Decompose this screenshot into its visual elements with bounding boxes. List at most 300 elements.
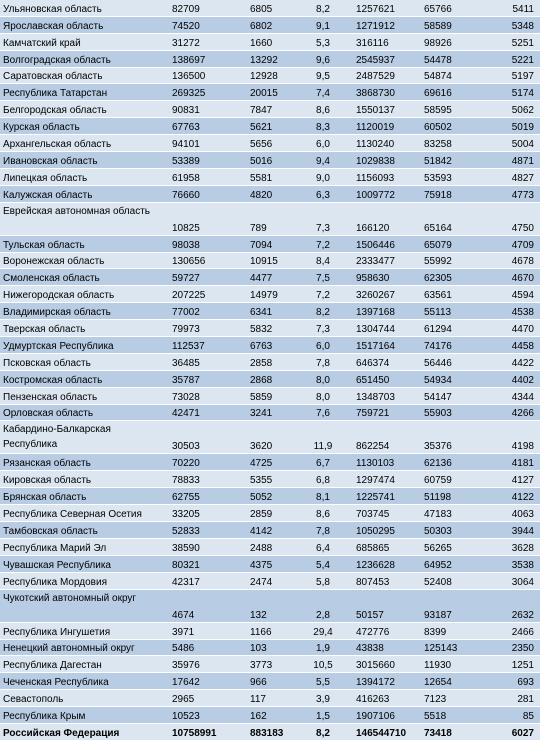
value-cell-3: 5,5: [300, 673, 346, 690]
region-name-cell: Чувашская Республика: [0, 555, 168, 572]
value-cell-5: 8399: [418, 622, 482, 639]
value-cell-1: 136500: [168, 67, 242, 84]
table-row: [0, 202, 540, 235]
value-cell-1: 112537: [168, 337, 242, 354]
value-cell-1: 52833: [168, 522, 242, 539]
value-cell-3: 7,3: [300, 202, 346, 235]
value-cell-4: 1009772: [346, 185, 418, 202]
region-name-cell: Архангельская область: [0, 135, 168, 152]
value-cell-5: 55113: [418, 303, 482, 320]
value-cell-2: 103: [242, 639, 300, 656]
value-cell-4: 1029838: [346, 152, 418, 169]
table-row: [0, 84, 540, 101]
value-cell-5: 98926: [418, 33, 482, 50]
value-cell-6: 5174: [482, 84, 540, 101]
table-row: [0, 50, 540, 67]
value-cell-2: 4375: [242, 555, 300, 572]
region-name-cell: Воронежская область: [0, 252, 168, 269]
value-cell-4: 316116: [346, 33, 418, 50]
value-cell-5: 65079: [418, 235, 482, 252]
value-cell-4: 651450: [346, 370, 418, 387]
value-cell-4: 43838: [346, 639, 418, 656]
value-cell-6: 4402: [482, 370, 540, 387]
region-name-cell: Кировская область: [0, 471, 168, 488]
value-cell-4: 2333477: [346, 252, 418, 269]
value-cell-3: 3,9: [300, 690, 346, 707]
value-cell-5: 52408: [418, 572, 482, 589]
value-cell-1: 62755: [168, 488, 242, 505]
table-row: [0, 269, 540, 286]
value-cell-5: 93187: [418, 589, 482, 622]
value-cell-6: 4181: [482, 454, 540, 471]
value-cell-5: 62305: [418, 269, 482, 286]
table-row: [0, 16, 540, 33]
region-name-cell: Севастополь: [0, 690, 168, 707]
value-cell-6: 4678: [482, 252, 540, 269]
table-row: [0, 118, 540, 135]
value-cell-5: 64952: [418, 555, 482, 572]
table-row: [0, 421, 540, 454]
value-cell-4: 1130103: [346, 454, 418, 471]
value-cell-2: 6763: [242, 337, 300, 354]
table-row: [0, 33, 540, 50]
value-cell-6: 3628: [482, 538, 540, 555]
value-cell-2: 4725: [242, 454, 300, 471]
region-name-cell: Ивановская область: [0, 152, 168, 169]
value-cell-5: 69616: [418, 84, 482, 101]
value-cell-4: 1297474: [346, 471, 418, 488]
value-cell-2: 6802: [242, 16, 300, 33]
value-cell-1: 269325: [168, 84, 242, 101]
value-cell-3: 29,4: [300, 622, 346, 639]
table-row: [0, 656, 540, 673]
region-name-cell: Чеченская Республика: [0, 673, 168, 690]
value-cell-6: 4594: [482, 286, 540, 303]
value-cell-6: 4127: [482, 471, 540, 488]
region-name-cell: Еврейская автономная область: [0, 202, 168, 235]
table-row: [0, 707, 540, 724]
value-cell-4: 703745: [346, 505, 418, 522]
value-cell-3: 7,2: [300, 235, 346, 252]
value-cell-6: 5019: [482, 118, 540, 135]
region-name-cell: Курская область: [0, 118, 168, 135]
value-cell-4: 1257621: [346, 0, 418, 16]
value-cell-1: 73028: [168, 387, 242, 404]
value-cell-5: 83258: [418, 135, 482, 152]
table-row: [0, 387, 540, 404]
region-name-cell: Саратовская область: [0, 67, 168, 84]
value-cell-4: 1517164: [346, 337, 418, 354]
value-cell-5: 56446: [418, 353, 482, 370]
value-cell-1: 3971: [168, 622, 242, 639]
value-cell-5: 65164: [418, 202, 482, 235]
value-cell-6: 2350: [482, 639, 540, 656]
value-cell-4: 472776: [346, 622, 418, 639]
value-cell-5: 65766: [418, 0, 482, 16]
value-cell-3: 7,5: [300, 269, 346, 286]
value-cell-5: 63561: [418, 286, 482, 303]
value-cell-2: 3620: [242, 421, 300, 454]
value-cell-1: 76660: [168, 185, 242, 202]
value-cell-6: 4709: [482, 235, 540, 252]
value-cell-3: 10,5: [300, 656, 346, 673]
value-cell-3: 11,9: [300, 421, 346, 454]
value-cell-5: 61294: [418, 320, 482, 337]
value-cell-2: 5052: [242, 488, 300, 505]
value-cell-6: 4422: [482, 353, 540, 370]
total-row: [0, 723, 540, 740]
value-cell-1: 90831: [168, 101, 242, 118]
value-cell-2: 789: [242, 202, 300, 235]
table-row: [0, 404, 540, 421]
value-cell-4: 1394172: [346, 673, 418, 690]
value-cell-1: 130656: [168, 252, 242, 269]
value-cell-3: 6,4: [300, 538, 346, 555]
value-cell-3: 8,2: [300, 303, 346, 320]
value-cell-6: 4344: [482, 387, 540, 404]
table-row: [0, 0, 540, 16]
value-cell-3: 9,4: [300, 152, 346, 169]
value-cell-4: 1506446: [346, 235, 418, 252]
region-name-cell: Удмуртская Республика: [0, 337, 168, 354]
table-row: [0, 152, 540, 169]
value-cell-1: 5486: [168, 639, 242, 656]
value-cell-3: 6,0: [300, 337, 346, 354]
value-cell-3: 9,0: [300, 168, 346, 185]
value-cell-3: 8,1: [300, 488, 346, 505]
value-cell-4: 1050295: [346, 522, 418, 539]
value-cell-4: 1550137: [346, 101, 418, 118]
value-cell-1: 94101: [168, 135, 242, 152]
value-cell-6: 5348: [482, 16, 540, 33]
table-row: [0, 572, 540, 589]
region-name-cell: Республика Марий Эл: [0, 538, 168, 555]
value-cell-4: 759721: [346, 404, 418, 421]
value-cell-1: 74520: [168, 16, 242, 33]
value-cell-2: 5581: [242, 168, 300, 185]
value-cell-5: 60502: [418, 118, 482, 135]
table-row: [0, 185, 540, 202]
value-cell-4: 1304744: [346, 320, 418, 337]
value-cell-6: 3064: [482, 572, 540, 589]
value-cell-5: 74176: [418, 337, 482, 354]
region-name-cell: Псковская область: [0, 353, 168, 370]
value-cell-4: 958630: [346, 269, 418, 286]
value-cell-1: 138697: [168, 50, 242, 67]
value-cell-1: 79973: [168, 320, 242, 337]
value-cell-6: 85: [482, 707, 540, 724]
value-cell-4: 1156093: [346, 168, 418, 185]
region-name-cell: Рязанская область: [0, 454, 168, 471]
table-row: [0, 286, 540, 303]
value-cell-3: 5,3: [300, 33, 346, 50]
region-name-cell: Ярославская область: [0, 16, 168, 33]
table-row: [0, 337, 540, 354]
value-cell-6: 4063: [482, 505, 540, 522]
value-cell-6: 5221: [482, 50, 540, 67]
value-cell-2: 7094: [242, 235, 300, 252]
value-cell-1: 4674: [168, 589, 242, 622]
value-cell-1: 31272: [168, 33, 242, 50]
value-cell-6: 5062: [482, 101, 540, 118]
value-cell-1: 10825: [168, 202, 242, 235]
value-cell-1: 80321: [168, 555, 242, 572]
region-name-cell: Белгородская область: [0, 101, 168, 118]
value-cell-1: 2965: [168, 690, 242, 707]
value-cell-5: 50303: [418, 522, 482, 539]
table-row: [0, 538, 540, 555]
value-cell-2: 117: [242, 690, 300, 707]
region-name-cell: Нижегородская область: [0, 286, 168, 303]
value-cell-4: 862254: [346, 421, 418, 454]
value-cell-2: 10915: [242, 252, 300, 269]
region-name-cell: Тамбовская область: [0, 522, 168, 539]
region-name-cell: Смоленская область: [0, 269, 168, 286]
table-row: [0, 622, 540, 639]
value-cell-2: 4142: [242, 522, 300, 539]
table-row: [0, 101, 540, 118]
value-cell-4: 646374: [346, 353, 418, 370]
value-cell-3: 5,8: [300, 572, 346, 589]
table-row: [0, 589, 540, 622]
region-name-cell: Республика Ингушетия: [0, 622, 168, 639]
value-cell-5: 51842: [418, 152, 482, 169]
value-cell-4: 3868730: [346, 84, 418, 101]
region-name-cell: Пензенская область: [0, 387, 168, 404]
value-cell-3: 8,2: [300, 0, 346, 16]
region-name-cell: Республика Татарстан: [0, 84, 168, 101]
value-cell-6: 4266: [482, 404, 540, 421]
value-cell-2: 5832: [242, 320, 300, 337]
value-cell-1: 61958: [168, 168, 242, 185]
value-cell-3: 8,6: [300, 505, 346, 522]
value-cell-4: 1130240: [346, 135, 418, 152]
value-cell-4: 1271912: [346, 16, 418, 33]
value-cell-3: 1,9: [300, 639, 346, 656]
value-cell-2: 132: [242, 589, 300, 622]
value-cell-1: 78833: [168, 471, 242, 488]
value-cell-3: 7,4: [300, 84, 346, 101]
value-cell-2: 13292: [242, 50, 300, 67]
value-cell-2: 2859: [242, 505, 300, 522]
value-cell-3: 5,4: [300, 555, 346, 572]
value-cell-5: 12654: [418, 673, 482, 690]
value-cell-3: 8,3: [300, 118, 346, 135]
value-cell-4: 1348703: [346, 387, 418, 404]
value-cell-5: 54147: [418, 387, 482, 404]
table-row: [0, 522, 540, 539]
value-cell-1: 77002: [168, 303, 242, 320]
value-cell-5: 5518: [418, 707, 482, 724]
value-cell-1: 35787: [168, 370, 242, 387]
value-cell-6: 1251: [482, 656, 540, 673]
region-name-cell: Республика Дагестан: [0, 656, 168, 673]
value-cell-1: 30503: [168, 421, 242, 454]
value-cell-1: 207225: [168, 286, 242, 303]
value-cell-3: 8,6: [300, 101, 346, 118]
value-cell-2: 3773: [242, 656, 300, 673]
table-row: [0, 353, 540, 370]
value-cell-2: 5016: [242, 152, 300, 169]
value-cell-2: 12928: [242, 67, 300, 84]
value-cell-4: 1907106: [346, 707, 418, 724]
table-row: [0, 454, 540, 471]
region-name-cell: Кабардино-Балкарская Республика: [0, 421, 168, 454]
value-cell-3: 6,3: [300, 185, 346, 202]
region-name-cell: Чукотский автономный округ: [0, 589, 168, 622]
region-name-cell: Камчатский край: [0, 33, 168, 50]
value-cell-2: 5656: [242, 135, 300, 152]
value-cell-6: 2466: [482, 622, 540, 639]
value-cell-3: 8,0: [300, 387, 346, 404]
table-row: [0, 555, 540, 572]
value-cell-5: 51198: [418, 488, 482, 505]
table-row: [0, 67, 540, 84]
region-name-cell: Липецкая область: [0, 168, 168, 185]
value-cell-1: 36485: [168, 353, 242, 370]
value-cell-5: 62136: [418, 454, 482, 471]
value-cell-6: 5004: [482, 135, 540, 152]
value-cell-1: 42471: [168, 404, 242, 421]
value-cell-5: 53593: [418, 168, 482, 185]
value-cell-3: 9,1: [300, 16, 346, 33]
value-cell-4: 3015660: [346, 656, 418, 673]
value-cell-1: 53389: [168, 152, 242, 169]
value-cell-2: 966: [242, 673, 300, 690]
region-name-cell: Российская Федерация: [0, 723, 168, 740]
table-row: [0, 252, 540, 269]
value-cell-2: 2474: [242, 572, 300, 589]
region-name-cell: Республика Крым: [0, 707, 168, 724]
value-cell-4: 416263: [346, 690, 418, 707]
value-cell-1: 33205: [168, 505, 242, 522]
value-cell-5: 125143: [418, 639, 482, 656]
value-cell-6: 2632: [482, 589, 540, 622]
value-cell-2: 14979: [242, 286, 300, 303]
value-cell-2: 883183: [242, 723, 300, 740]
value-cell-2: 2868: [242, 370, 300, 387]
region-name-cell: Костромская область: [0, 370, 168, 387]
value-cell-5: 58589: [418, 16, 482, 33]
value-cell-4: 3260267: [346, 286, 418, 303]
table-row: [0, 488, 540, 505]
value-cell-3: 8,0: [300, 370, 346, 387]
value-cell-6: 4122: [482, 488, 540, 505]
value-cell-6: 5251: [482, 33, 540, 50]
value-cell-6: 4198: [482, 421, 540, 454]
value-cell-5: 75918: [418, 185, 482, 202]
table-row: [0, 135, 540, 152]
value-cell-1: 35976: [168, 656, 242, 673]
value-cell-6: 4750: [482, 202, 540, 235]
value-cell-4: 2487529: [346, 67, 418, 84]
value-cell-6: 6027: [482, 723, 540, 740]
region-name-cell: Волгоградская область: [0, 50, 168, 67]
value-cell-6: 281: [482, 690, 540, 707]
value-cell-2: 5621: [242, 118, 300, 135]
value-cell-4: 50157: [346, 589, 418, 622]
value-cell-4: 807453: [346, 572, 418, 589]
value-cell-4: 1225741: [346, 488, 418, 505]
value-cell-5: 11930: [418, 656, 482, 673]
value-cell-1: 42317: [168, 572, 242, 589]
value-cell-3: 6,8: [300, 471, 346, 488]
value-cell-2: 5859: [242, 387, 300, 404]
value-cell-2: 5355: [242, 471, 300, 488]
value-cell-1: 38590: [168, 538, 242, 555]
value-cell-4: 166120: [346, 202, 418, 235]
value-cell-6: 4538: [482, 303, 540, 320]
value-cell-4: 1236628: [346, 555, 418, 572]
region-name-cell: Республика Мордовия: [0, 572, 168, 589]
table-row: [0, 690, 540, 707]
value-cell-4: 685865: [346, 538, 418, 555]
value-cell-2: 2858: [242, 353, 300, 370]
value-cell-6: 5411: [482, 0, 540, 16]
value-cell-5: 54934: [418, 370, 482, 387]
region-name-cell: Ульяновская область: [0, 0, 168, 16]
value-cell-2: 4477: [242, 269, 300, 286]
value-cell-4: 1397168: [346, 303, 418, 320]
value-cell-3: 7,8: [300, 522, 346, 539]
region-name-cell: Республика Северная Осетия: [0, 505, 168, 522]
table-row: [0, 471, 540, 488]
value-cell-6: 3538: [482, 555, 540, 572]
value-cell-5: 55903: [418, 404, 482, 421]
value-cell-5: 56265: [418, 538, 482, 555]
table-row: [0, 303, 540, 320]
value-cell-6: 693: [482, 673, 540, 690]
value-cell-3: 6,0: [300, 135, 346, 152]
value-cell-5: 35376: [418, 421, 482, 454]
value-cell-2: 1166: [242, 622, 300, 639]
value-cell-1: 98038: [168, 235, 242, 252]
value-cell-6: 4670: [482, 269, 540, 286]
value-cell-3: 2,8: [300, 589, 346, 622]
value-cell-1: 67763: [168, 118, 242, 135]
value-cell-5: 60759: [418, 471, 482, 488]
region-name-cell: Калужская область: [0, 185, 168, 202]
table-row: [0, 370, 540, 387]
value-cell-3: 7,8: [300, 353, 346, 370]
value-cell-1: 10523: [168, 707, 242, 724]
value-cell-6: 4827: [482, 168, 540, 185]
value-cell-6: 3944: [482, 522, 540, 539]
region-name-cell: Ненецкий автономный округ: [0, 639, 168, 656]
region-name-cell: Брянская область: [0, 488, 168, 505]
value-cell-2: 7847: [242, 101, 300, 118]
table-row: [0, 320, 540, 337]
value-cell-2: 6341: [242, 303, 300, 320]
value-cell-3: 7,2: [300, 286, 346, 303]
value-cell-4: 146544710: [346, 723, 418, 740]
value-cell-3: 8,4: [300, 252, 346, 269]
value-cell-1: 10758991: [168, 723, 242, 740]
value-cell-1: 17642: [168, 673, 242, 690]
value-cell-5: 54478: [418, 50, 482, 67]
value-cell-5: 73418: [418, 723, 482, 740]
table-row: [0, 505, 540, 522]
table-row: [0, 168, 540, 185]
table-row: [0, 639, 540, 656]
value-cell-1: 59727: [168, 269, 242, 286]
value-cell-1: 70220: [168, 454, 242, 471]
value-cell-5: 55992: [418, 252, 482, 269]
value-cell-1: 82709: [168, 0, 242, 16]
value-cell-2: 2488: [242, 538, 300, 555]
value-cell-6: 4871: [482, 152, 540, 169]
region-name-cell: Тульская область: [0, 235, 168, 252]
